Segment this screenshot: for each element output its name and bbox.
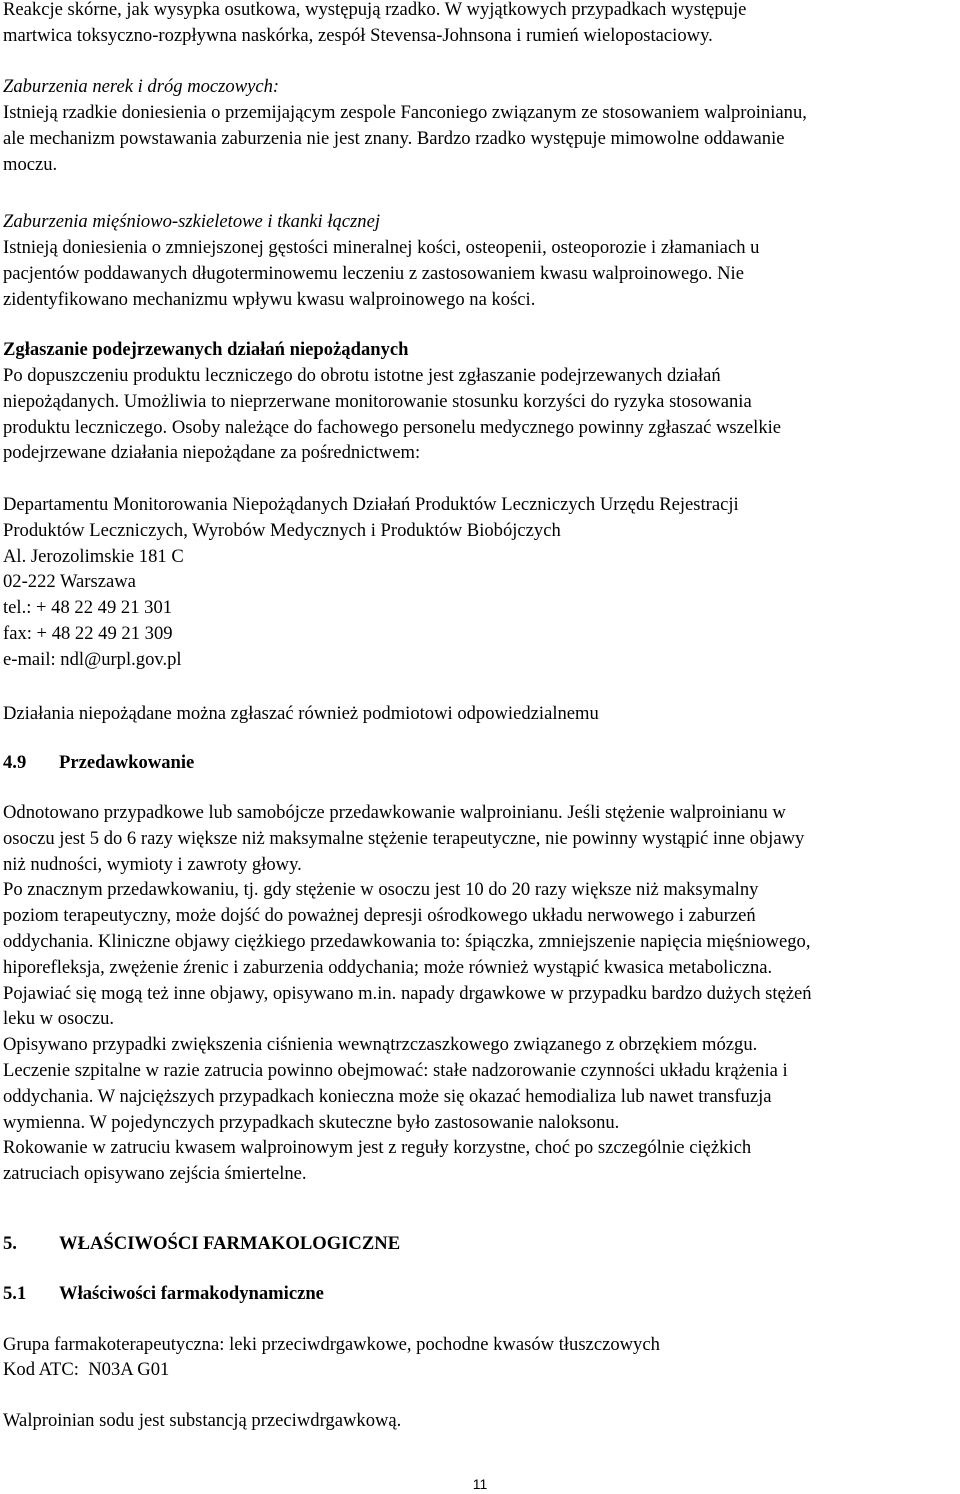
text-line: produktu leczniczego. Osoby należące do fachowego personelu medycznego powinny zgłaszać wszelkie [3, 416, 782, 438]
text-line: Po dopuszczeniu produktu leczniczego do obrotu istotne jest zgłaszanie podejrzewanych działań [3, 365, 721, 386]
text-line: niż nudności, wymioty i zawroty głowy. [3, 853, 302, 875]
kidney-paragraph [3, 100, 807, 177]
overdose-paragraph [3, 1058, 958, 1135]
fax-line: fax: + 48 22 49 21 309 [3, 622, 173, 644]
overdose-paragraph [3, 800, 958, 877]
section-number: 5. [3, 1233, 17, 1254]
section-title: Właściwości farmakodynamiczne [59, 1283, 324, 1304]
text-line: Istnieją rzadkie doniesienia o przemijającym zespole Fanconiego związanym ze stosowaniem walproinianu, [3, 102, 807, 123]
text-line: Reakcje skórne, jak wysypka osutkowa, występują rzadko. W wyjątkowych przypadkach występuje [3, 0, 747, 20]
email-line: e-mail: ndl@urpl.gov.pl [3, 648, 182, 670]
musculo-paragraph [3, 235, 759, 312]
overdose-paragraph [3, 1135, 958, 1187]
text-line: Opisywano przypadki zwiększenia ciśnienia wewnątrzczaszkowego związanego z obrzękiem mózgu. [3, 1034, 758, 1056]
reporting-also: Działania niepożądane można zgłaszać również podmiotowi odpowiedzialnemu [3, 703, 599, 724]
text-line: niepożądanych. Umożliwia to nieprzerwane monitorowanie stosunku korzyści do ryzyka stosowania [3, 390, 752, 412]
text-line: zatruciach opisywano zejścia śmiertelne. [3, 1163, 307, 1185]
reporting-heading: Zgłaszanie podejrzewanych działań niepożądanych [3, 339, 409, 360]
address-line: Al. Jerozolimskie 181 C [3, 545, 184, 567]
address-block [3, 492, 739, 673]
text-line: Istnieją doniesienia o zmniejszonej gęstości mineralnej kości, osteopenii, osteoporozie i złamaniach u [3, 237, 760, 258]
text-line: Odnotowano przypadkowe lub samobójcze przedawkowanie walproinianu. Jeśli stężenie walproinianu w [3, 802, 786, 823]
text-line: poziom terapeutyczny, może dojść do poważnej depresji ośrodkowego układu nerwowego i zaburzeń [3, 905, 756, 927]
section-5-1-heading [3, 1281, 324, 1307]
text-line: martwica toksyczno-rozpływna naskórka, zespół Stevensa-Johnsona i rumień wielopostaciowy. [3, 24, 713, 46]
overdose-paragraph [3, 877, 958, 1032]
text-line: moczu. [3, 153, 58, 175]
text-line: oddychania. W najcięższych przypadkach konieczna może się okazać hemodializa lub nawet transfuzja [3, 1085, 772, 1107]
section-title: WŁAŚCIWOŚCI FARMAKOLOGICZNE [59, 1233, 401, 1254]
atc-code: Kod ATC: N03A G01 [3, 1359, 170, 1380]
text-line: pacjentów poddawanych długoterminowemu leczeniu z zastosowaniem kwasu walproinowego. Nie [3, 262, 744, 284]
reporting-paragraph [3, 363, 781, 466]
text-line: ale mechanizm powstawania zaburzenia nie jest znany. Bardzo rzadko występuje mimowolne oddawanie [3, 127, 785, 149]
overdose-text [3, 800, 958, 1187]
text-line: Po znacznym przedawkowaniu, tj. gdy stężenie w osoczu jest 10 do 20 razy większe niż maksymalny [3, 879, 759, 901]
section-number: 5.1 [3, 1283, 27, 1304]
text-line: osoczu jest 5 do 6 razy większe niż maksymalne stężenie terapeutyczne, nie powinny wystąpić inne objawy [3, 827, 805, 849]
text-line: oddychania. Kliniczne objawy ciężkiego przedawkowania to: śpiączka, zmniejszenie napięcia mięśniowego, [3, 930, 811, 952]
closing-sentence: Walproinian sodu jest substancją przeciwdrgawkową. [3, 1410, 402, 1431]
text-line: leku w osoczu. [3, 1008, 115, 1030]
text-line: hiporefleksja, zwężenie źrenic i zaburzenia oddychania; może również wystąpić kwasica metaboliczna. [3, 956, 773, 978]
text-line: Rokowanie w zatruciu kwasem walproinowym jest z reguły korzystne, choć po szczególnie ciężkich [3, 1137, 752, 1159]
text-line: Leczenie szpitalne w razie zatrucia powinno obejmować: stałe nadzorowanie czynności układu krążenia i [3, 1059, 788, 1081]
text-line: podejrzewane działania niepożądane za pośrednictwem: [3, 442, 421, 464]
section-5-heading [3, 1231, 400, 1257]
section-4-9-heading [3, 750, 194, 776]
section-title: Przedawkowanie [59, 752, 195, 773]
address-line: Departamentu Monitorowania Niepożądanych Działań Produktów Leczniczych Urzędu Rejestracji [3, 494, 739, 515]
kidney-heading: Zaburzenia nerek i dróg moczowych: [3, 76, 280, 97]
intro-paragraph [3, 0, 958, 49]
address-line: 02-222 Warszawa [3, 571, 136, 593]
text-line: Pojawiać się mogą też inne objawy, opisywano m.in. napady drgawkowe w przypadku bardzo dużych stężeń [3, 982, 812, 1004]
section-number: 4.9 [3, 752, 27, 773]
text-line: zidentyfikowano mechanizmu wpływu kwasu walproinowego na kości. [3, 288, 536, 310]
musculo-heading: Zaburzenia mięśniowo-szkieletowe i tkanki łącznej [3, 211, 380, 232]
overdose-paragraph [3, 1032, 958, 1058]
page-number: 11 [472, 1476, 488, 1492]
text-line: wymienna. W pojedynczych przypadkach skuteczne było zastosowanie naloksonu. [3, 1111, 620, 1133]
pharmacotherapeutic-group: Grupa farmakoterapeutyczna: leki przeciwdrgawkowe, pochodne kwasów tłuszczowych [3, 1334, 660, 1355]
address-line: Produktów Leczniczych, Wyrobów Medycznych i Produktów Biobójczych [3, 519, 561, 541]
phone-line: tel.: + 48 22 49 21 301 [3, 597, 173, 619]
